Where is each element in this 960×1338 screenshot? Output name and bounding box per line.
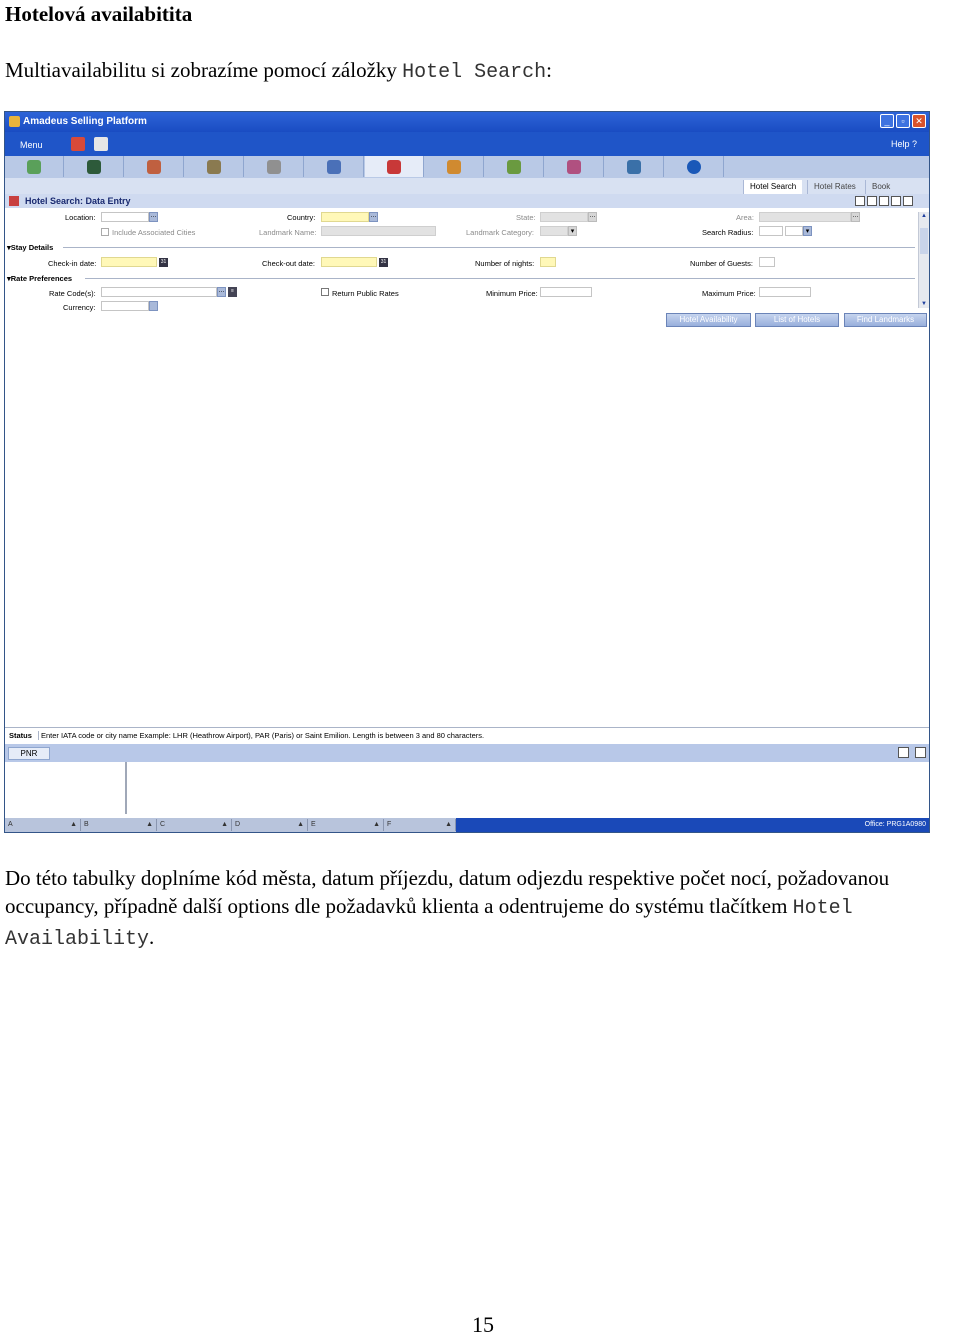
ticket-icon bbox=[567, 160, 581, 174]
rate-codes-input[interactable] bbox=[101, 287, 217, 297]
minimize-button[interactable]: _ bbox=[880, 114, 894, 128]
segment-label: D bbox=[235, 821, 241, 828]
page-number: 15 bbox=[472, 1312, 494, 1337]
radius-unit-select[interactable] bbox=[785, 226, 803, 236]
title-bar bbox=[5, 112, 929, 132]
pnr-bar bbox=[5, 744, 929, 762]
toolbar-info-button[interactable] bbox=[665, 156, 724, 177]
currency-input[interactable] bbox=[101, 301, 149, 311]
checkout-label: Check-out date: bbox=[262, 259, 315, 268]
intro-end: : bbox=[546, 58, 553, 82]
country-label: Country: bbox=[287, 213, 316, 222]
copy-icon[interactable] bbox=[867, 196, 877, 206]
status-label: Status bbox=[9, 731, 32, 740]
maximize-button[interactable]: ▫ bbox=[896, 114, 910, 128]
scroll-thumb[interactable] bbox=[920, 228, 928, 254]
area-input[interactable] bbox=[759, 212, 851, 222]
landmark-name-input[interactable] bbox=[321, 226, 436, 236]
pnr-window-icon[interactable] bbox=[915, 747, 926, 758]
form-header bbox=[5, 194, 929, 208]
landmark-category-label: Landmark Category: bbox=[466, 228, 534, 237]
scroll-down-arrow[interactable]: ▼ bbox=[921, 301, 927, 307]
state-lookup-button[interactable]: ... bbox=[588, 212, 597, 222]
toolbar-agent-button[interactable] bbox=[125, 156, 184, 177]
currency-label: Currency: bbox=[63, 303, 96, 312]
list-of-hotels-button[interactable]: List of Hotels bbox=[755, 313, 839, 327]
max-price-label: Maximum Price: bbox=[702, 289, 756, 298]
hotel-tabs bbox=[5, 178, 929, 194]
info-icon bbox=[687, 160, 701, 174]
toolbar-book-button[interactable] bbox=[5, 156, 64, 177]
min-price-input[interactable] bbox=[540, 287, 592, 297]
toolbar-command-button[interactable] bbox=[65, 156, 124, 177]
segment-label: F bbox=[387, 821, 392, 828]
office-id: Office: PRG1A0980 bbox=[456, 818, 929, 832]
form-title: Hotel Search: Data Entry bbox=[25, 196, 131, 206]
stay-details-section[interactable]: ▾Stay Details bbox=[7, 243, 54, 252]
landmark-category-dropdown[interactable]: ▾ bbox=[568, 226, 577, 236]
checkin-input[interactable] bbox=[101, 257, 157, 267]
rate-codes-label: Rate Code(s): bbox=[49, 289, 96, 298]
help-button[interactable]: Help ? bbox=[890, 139, 917, 149]
para-text: Do této tabulky doplníme kód města, datum příjezdu, datum odjezdu respektive počet nocí, požadovanou occupancy, případně další options dle požadavků klienta a odentrujeme do systému tlačítkem bbox=[5, 866, 890, 918]
page-heading: Hotelová availabitita bbox=[5, 2, 193, 26]
hotel-availability-button[interactable]: Hotel Availability bbox=[666, 313, 751, 327]
segment-c[interactable]: C ▲ bbox=[157, 819, 232, 831]
country-input[interactable] bbox=[321, 212, 369, 222]
status-message: Enter IATA code or city name Example: LHR (Heathrow Airport), PAR (Paris) or Saint Emilion. Length is between 3 and 80 characters. bbox=[38, 731, 484, 740]
segment-d[interactable]: D ▲ bbox=[232, 819, 308, 831]
close-button[interactable]: ✕ bbox=[912, 114, 926, 128]
form-tools bbox=[853, 196, 921, 206]
tools-icon[interactable] bbox=[903, 196, 913, 206]
segment-f[interactable]: F ▲ bbox=[384, 819, 456, 831]
instruction-paragraph bbox=[5, 864, 960, 954]
cruise-icon bbox=[507, 160, 521, 174]
quick-icon-2[interactable] bbox=[94, 137, 108, 151]
rate-codes-list-icon[interactable]: ≡ bbox=[228, 287, 237, 297]
include-cities-checkbox[interactable] bbox=[101, 228, 109, 236]
tab-hotel-rates[interactable]: Hotel Rates bbox=[807, 180, 862, 194]
location-lookup-button[interactable]: ... bbox=[149, 212, 158, 222]
menu-bar bbox=[5, 132, 929, 156]
intro-text: Multiavailabilitu si zobrazíme pomocí záložky bbox=[5, 58, 403, 82]
toolbar-umbrella-button[interactable] bbox=[425, 156, 484, 177]
command-icon bbox=[87, 160, 101, 174]
clipboard-icon[interactable] bbox=[891, 196, 901, 206]
window-title: Amadeus Selling Platform bbox=[23, 116, 147, 127]
scroll-up-arrow[interactable]: ▲ bbox=[921, 213, 927, 219]
paste-icon[interactable] bbox=[879, 196, 889, 206]
guests-input[interactable] bbox=[759, 257, 775, 267]
toolbar-gear-button[interactable] bbox=[245, 156, 304, 177]
house-icon bbox=[207, 160, 221, 174]
intro-code: Hotel Search bbox=[402, 61, 547, 84]
checkout-calendar-icon[interactable]: 31 bbox=[380, 259, 387, 265]
location-label: Location: bbox=[65, 213, 96, 222]
tab-hotel-search[interactable]: Hotel Search bbox=[743, 180, 802, 194]
checkin-calendar-icon[interactable]: 31 bbox=[160, 259, 167, 265]
checkout-input[interactable] bbox=[321, 257, 377, 267]
umbrella-icon bbox=[447, 160, 461, 174]
nights-label: Number of nights: bbox=[475, 259, 535, 268]
checkin-label: Check-in date: bbox=[48, 259, 97, 268]
min-price-label: Minimum Price: bbox=[486, 289, 538, 298]
quick-icon-1[interactable] bbox=[71, 137, 85, 151]
segment-b[interactable]: B ▲ bbox=[81, 819, 157, 831]
return-public-label: Return Public Rates bbox=[332, 289, 399, 298]
rate-codes-lookup-button[interactable]: ... bbox=[217, 287, 226, 297]
rate-preferences-label: Rate Preferences bbox=[10, 274, 73, 283]
tab-book[interactable]: Book bbox=[865, 180, 930, 194]
agent-icon bbox=[147, 160, 161, 174]
find-landmarks-button[interactable]: Find Landmarks bbox=[844, 313, 927, 327]
landmark-category-select[interactable] bbox=[540, 226, 568, 236]
toolbar-ticket-button[interactable] bbox=[545, 156, 604, 177]
para-end: . bbox=[149, 925, 155, 949]
area-lookup-button[interactable]: ... bbox=[851, 212, 860, 222]
hotel-icon bbox=[387, 160, 401, 174]
amadeus-window bbox=[4, 111, 930, 833]
state-input[interactable] bbox=[540, 212, 588, 222]
pnr-tool-icon[interactable] bbox=[898, 747, 909, 758]
manual-icon bbox=[627, 160, 641, 174]
radius-unit-dropdown[interactable]: ▾ bbox=[803, 226, 812, 236]
search-radius-input[interactable] bbox=[759, 226, 783, 236]
currency-lookup-button[interactable] bbox=[149, 301, 158, 311]
car-icon bbox=[327, 160, 341, 174]
section-divider bbox=[85, 278, 915, 279]
product-toolbar bbox=[5, 156, 929, 179]
hotel-search-icon bbox=[9, 196, 19, 206]
gear-icon bbox=[267, 160, 281, 174]
landmark-name-label: Landmark Name: bbox=[259, 228, 317, 237]
toolbar-hotel-button[interactable] bbox=[365, 156, 424, 177]
pnr-tab[interactable]: PNR bbox=[8, 747, 50, 760]
include-cities-label: Include Associated Cities bbox=[112, 228, 196, 237]
max-price-input[interactable] bbox=[759, 287, 811, 297]
area-label: Area: bbox=[736, 213, 754, 222]
status-bar bbox=[5, 727, 929, 742]
menu-button[interactable]: Menu bbox=[20, 140, 43, 150]
return-public-checkbox[interactable] bbox=[321, 288, 329, 296]
toolbar-house-button[interactable] bbox=[185, 156, 244, 177]
segment-label: B bbox=[84, 821, 89, 828]
segment-label: E bbox=[311, 821, 316, 828]
pnr-splitter[interactable] bbox=[125, 762, 127, 814]
country-lookup-button[interactable]: ... bbox=[369, 212, 378, 222]
location-input[interactable] bbox=[101, 212, 149, 222]
segment-label: A bbox=[8, 821, 13, 828]
app-icon bbox=[9, 116, 20, 127]
nights-input[interactable] bbox=[540, 257, 556, 267]
help-label: Help bbox=[890, 139, 910, 149]
stay-details-label: Stay Details bbox=[10, 243, 54, 252]
form-scrollbar[interactable] bbox=[918, 212, 929, 308]
segment-bar bbox=[5, 818, 929, 832]
state-label: State: bbox=[516, 213, 536, 222]
section-divider bbox=[63, 247, 915, 248]
pnr-area bbox=[5, 762, 929, 818]
toolbar-car-button[interactable] bbox=[305, 156, 364, 177]
book-icon bbox=[27, 160, 41, 174]
segment-e[interactable]: E ▲ bbox=[308, 819, 384, 831]
segment-a[interactable]: A ▲ bbox=[5, 819, 81, 831]
search-radius-label: Search Radius: bbox=[702, 228, 754, 237]
intro-paragraph bbox=[5, 58, 552, 84]
segment-label: C bbox=[160, 821, 166, 828]
toolbar-manual-button[interactable] bbox=[605, 156, 664, 177]
guests-label: Number of Guests: bbox=[690, 259, 753, 268]
para-code: Hotel Availability bbox=[5, 897, 853, 951]
rate-preferences-section[interactable]: ▾Rate Preferences bbox=[7, 274, 73, 283]
eraser-icon[interactable] bbox=[855, 196, 865, 206]
toolbar-cruise-button[interactable] bbox=[485, 156, 544, 177]
